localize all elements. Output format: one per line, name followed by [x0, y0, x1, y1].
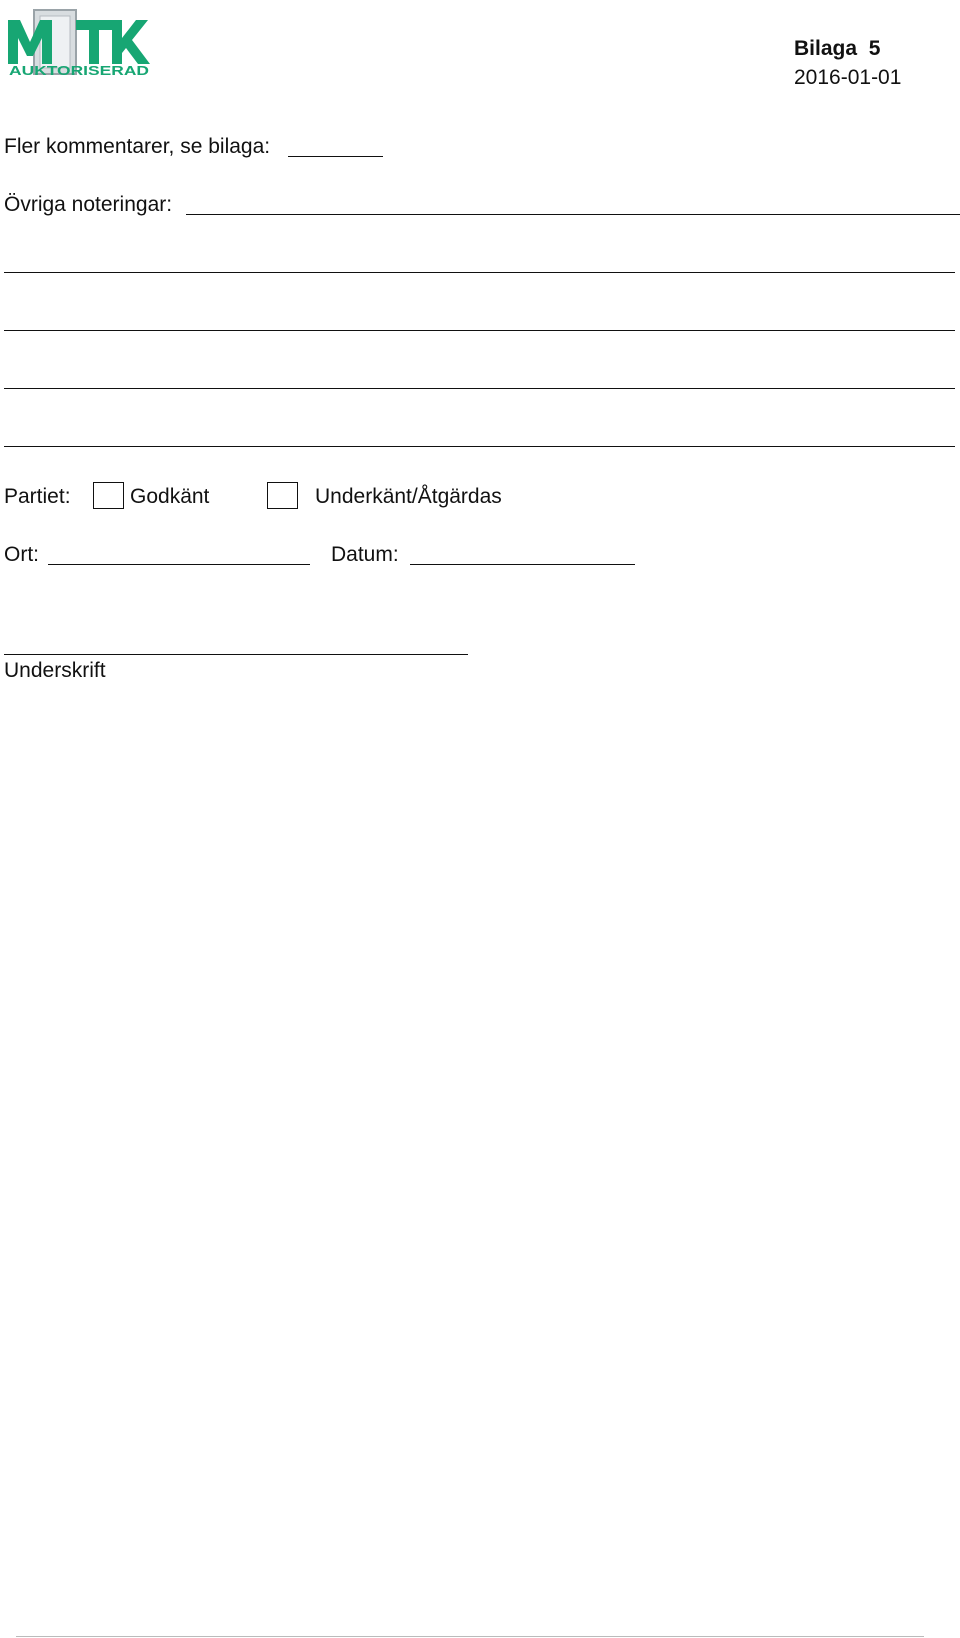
- approved-label: Godkänt: [130, 485, 210, 508]
- svg-text:AUKTORISERAD: AUKTORISERAD: [9, 64, 149, 78]
- rejected-checkbox[interactable]: [267, 482, 298, 509]
- approved-checkbox[interactable]: [93, 482, 124, 509]
- document-header: [794, 34, 901, 92]
- mtk-auktoriserad-logo: [6, 8, 152, 80]
- more-comments-label: Fler kommentarer, se bilaga:: [4, 135, 271, 158]
- batch-label: Partiet:: [4, 485, 71, 508]
- rejected-label: Underkänt/Åtgärdas: [315, 485, 502, 508]
- signature-label: Underskrift: [4, 659, 106, 682]
- notes-line-4[interactable]: [4, 388, 955, 389]
- document-date: 2016-01-01: [794, 66, 902, 89]
- attachment-label: Bilaga 5: [794, 37, 881, 60]
- other-notes-field[interactable]: [186, 214, 960, 215]
- other-notes-label: Övriga noteringar:: [4, 193, 173, 216]
- notes-line-5[interactable]: [4, 446, 955, 447]
- notes-line-2[interactable]: [4, 272, 955, 273]
- date-field[interactable]: [410, 564, 635, 565]
- place-label: Ort:: [4, 543, 39, 566]
- place-field[interactable]: [48, 564, 310, 565]
- date-label: Datum:: [331, 543, 399, 566]
- signature-field[interactable]: [4, 654, 468, 655]
- footer-divider: [16, 1636, 924, 1637]
- notes-line-3[interactable]: [4, 330, 955, 331]
- more-comments-field[interactable]: [288, 156, 383, 157]
